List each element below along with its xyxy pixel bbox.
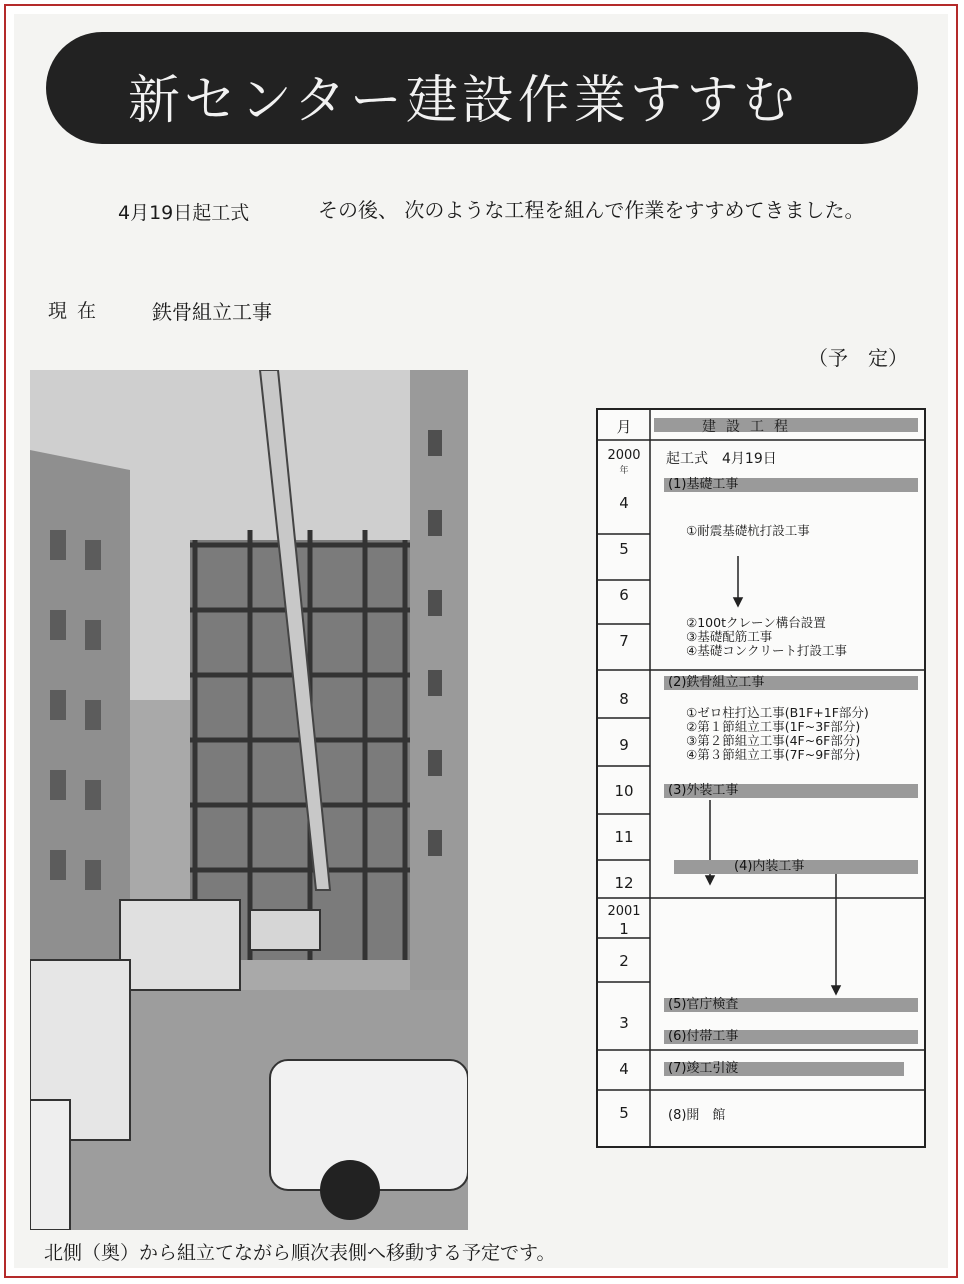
month-7: 7: [619, 632, 629, 650]
header-process: 建設工程: [702, 419, 798, 435]
month-9: 9: [619, 736, 629, 754]
month-5: 5: [619, 540, 629, 558]
year-2001: 2001: [607, 904, 641, 919]
construction-site-image: [30, 370, 468, 1230]
task-foundation-rebar: ③基礎配筋工事: [686, 629, 773, 644]
task-seismic-piles: ①耐震基礎杭打設工事: [686, 523, 810, 538]
header-month: 月: [616, 418, 632, 436]
task-section-3: ④第３節組立工事(7F~9F部分): [686, 747, 861, 762]
month-12: 12: [614, 874, 634, 892]
month-5-2001: 5: [619, 1104, 629, 1122]
month-6: 6: [619, 586, 629, 604]
month-4-2001: 4: [619, 1060, 629, 1078]
month-11: 11: [614, 828, 634, 846]
month-10: 10: [614, 782, 634, 800]
phase-foundation: (1)基礎工事: [664, 478, 918, 492]
construction-photo: [30, 370, 468, 1230]
month-2: 2: [619, 952, 629, 970]
month-3: 3: [619, 1014, 629, 1032]
phase-ancillary: (6)付帯工事: [664, 1030, 918, 1044]
task-section-2: ③第２節組立工事(4F~6F部分): [686, 733, 861, 748]
phase-interior: (4)内装工事: [674, 860, 918, 874]
plan-label: （予 定）: [808, 346, 908, 370]
schedule-table: [596, 408, 926, 1148]
phase-steel-frame: (2)鉄骨組立工事: [664, 676, 918, 690]
page-title: 新センター建設作業すすむ: [128, 71, 799, 131]
year-unit: 年: [619, 466, 629, 476]
phase-handover: (7)竣工引渡: [664, 1062, 904, 1076]
phase-opening: (8)開 館: [668, 1108, 726, 1123]
current-status: 鉄骨組立工事: [152, 300, 272, 324]
phase-exterior: (3)外装工事: [664, 784, 918, 798]
intro-text: その後、 次のような工程を組んで作業をすすめてきました。: [318, 198, 865, 222]
month-1: 1: [619, 920, 629, 938]
task-zero-columns: ①ゼロ柱打込工事(B1F+1F部分): [686, 705, 869, 720]
photo-caption: 北側（奥）から組立てながら順次表側へ移動する予定です。: [44, 1242, 556, 1264]
ceremony-date: 4月19日起工式: [118, 202, 250, 224]
year-2000: 2000: [607, 448, 641, 463]
month-8: 8: [619, 690, 629, 708]
task-crane-platform: ②100tクレーン構台設置: [686, 615, 826, 630]
groundbreaking-entry: 起工式 4月19日: [666, 451, 777, 467]
phase-inspection: (5)官庁検査: [664, 998, 918, 1012]
task-foundation-concrete: ④基礎コンクリート打設工事: [686, 643, 847, 658]
month-4: 4: [619, 494, 629, 512]
current-label: 現在: [48, 300, 107, 322]
task-section-1: ②第１節組立工事(1F~3F部分): [686, 719, 861, 734]
